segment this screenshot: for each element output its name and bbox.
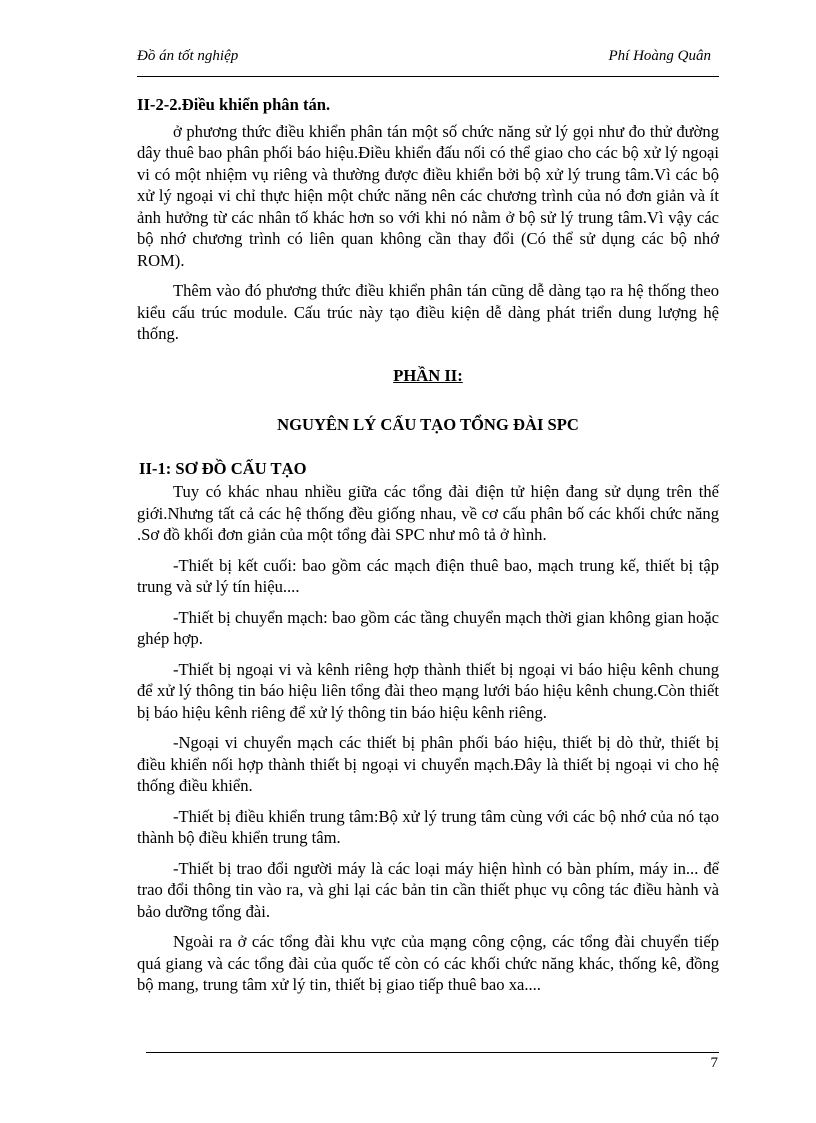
page-number: 7: [710, 1055, 718, 1071]
paragraph: Tuy có khác nhau nhiều giữa các tổng đài điện tử hiện đang sử dụng trên thế giới.Nhưng tất cả các hệ thống đều giống nhau, về cơ cấu phân bố các khối chức năng .Sơ đồ khối đơn giản của một tổng đài SPC như mô tả ở hình.: [137, 482, 719, 544]
paragraph: Ngoài ra ở các tổng đài khu vực của mạng công cộng, các tổng đài chuyển tiếp quá giang và các tổng đài của quốc tế còn có các khối chức năng khác, thống kê, đồng bộ mang, trung tâm xử lý tin, thiết bị giao tiếp thuê bao xa....: [137, 932, 719, 994]
part-title: NGUYÊN LÝ CẤU TẠO TỔNG ĐÀI SPC: [277, 415, 579, 434]
list-item: -Thiết bị kết cuối: bao gồm các mạch điện thuê bao, mạch trung kế, thiết bị tập trung và sử lý tín hiệu....: [137, 555, 719, 596]
list-item: -Thiết bị chuyển mạch: bao gồm các tầng chuyển mạch thời gian không gian hoặc ghép hợp.: [137, 607, 719, 648]
list-item: -Ngoại vi chuyển mạch các thiết bị phân phối báo hiệu, thiết bị dò thử, thiết bị điều khiển nối hợp thành thiết bị ngoại vi chuyển mạch.Đây là thiết bị ngoại vi cho hệ thống điều khiển.: [137, 733, 719, 795]
section-heading-ii-2-2: II-2-2.Điều khiển phân tán.: [137, 95, 331, 114]
part-label: PHẦN II:: [393, 365, 463, 385]
paragraph: ở phương thức điều khiển phân tán một số chức năng sử lý gọi như đo thử đường dây thuê bao phân phối báo hiệu.Điều khiển đấu nối có thể giao cho các bộ xử lý ngoại vi có một nhiệm vụ riêng và thường được điều khiển bởi bộ xử lý trung tâm.Vì các bộ xử lý ngoại vi chỉ thực hiện một chức năng nên các chương trình của nó đơn giản và ít ảnh hưởng từ các nhân tố khác hơn so với khi nó nằm ở bộ sử lý trung tâm.Vì vậy các bộ nhớ chương trình có liên quan không cần thay đổi (Có thể sử dụng các bộ nhớ ROM).: [137, 121, 719, 270]
paragraph: Thêm vào đó phương thức điều khiển phân tán cũng dễ dàng tạo ra hệ thống theo kiểu cấu trúc module. Cấu trúc này tạo điều kiện dễ dàng phát triển dung lượng hệ thống.: [137, 281, 719, 343]
section-heading-ii-1: II-1: SƠ ĐỒ CẤU TẠO: [139, 458, 307, 478]
header-author: Phí Hoàng Quân: [608, 48, 711, 64]
footer-divider: [146, 1052, 719, 1053]
page-header: [137, 46, 719, 77]
list-item: -Thiết bị trao đổi người máy là các loại máy hiện hình có bàn phím, máy in... để trao đổi thông tin vào ra, và ghi lại các bản tin cần thiết phục vụ công tác điều hành và bảo dưỡng tổng đài.: [137, 858, 719, 921]
header-document-title: Đồ án tốt nghiệp: [137, 48, 239, 64]
page-content: [137, 94, 719, 996]
list-item: -Thiết bị điều khiển trung tâm:Bộ xử lý trung tâm cùng với các bộ nhớ của nó tạo thành bộ điều khiển trung tâm.: [137, 806, 719, 847]
list-item: -Thiết bị ngoại vi và kênh riêng hợp thành thiết bị ngoại vi báo hiệu kênh chung để xử lý thông tin báo hiệu liên tổng đài theo mạng lưới báo hiệu kênh chung.Còn thiết bị báo hiệu kênh riêng để xử lý thông tin báo hiệu kênh riêng.: [137, 659, 719, 722]
